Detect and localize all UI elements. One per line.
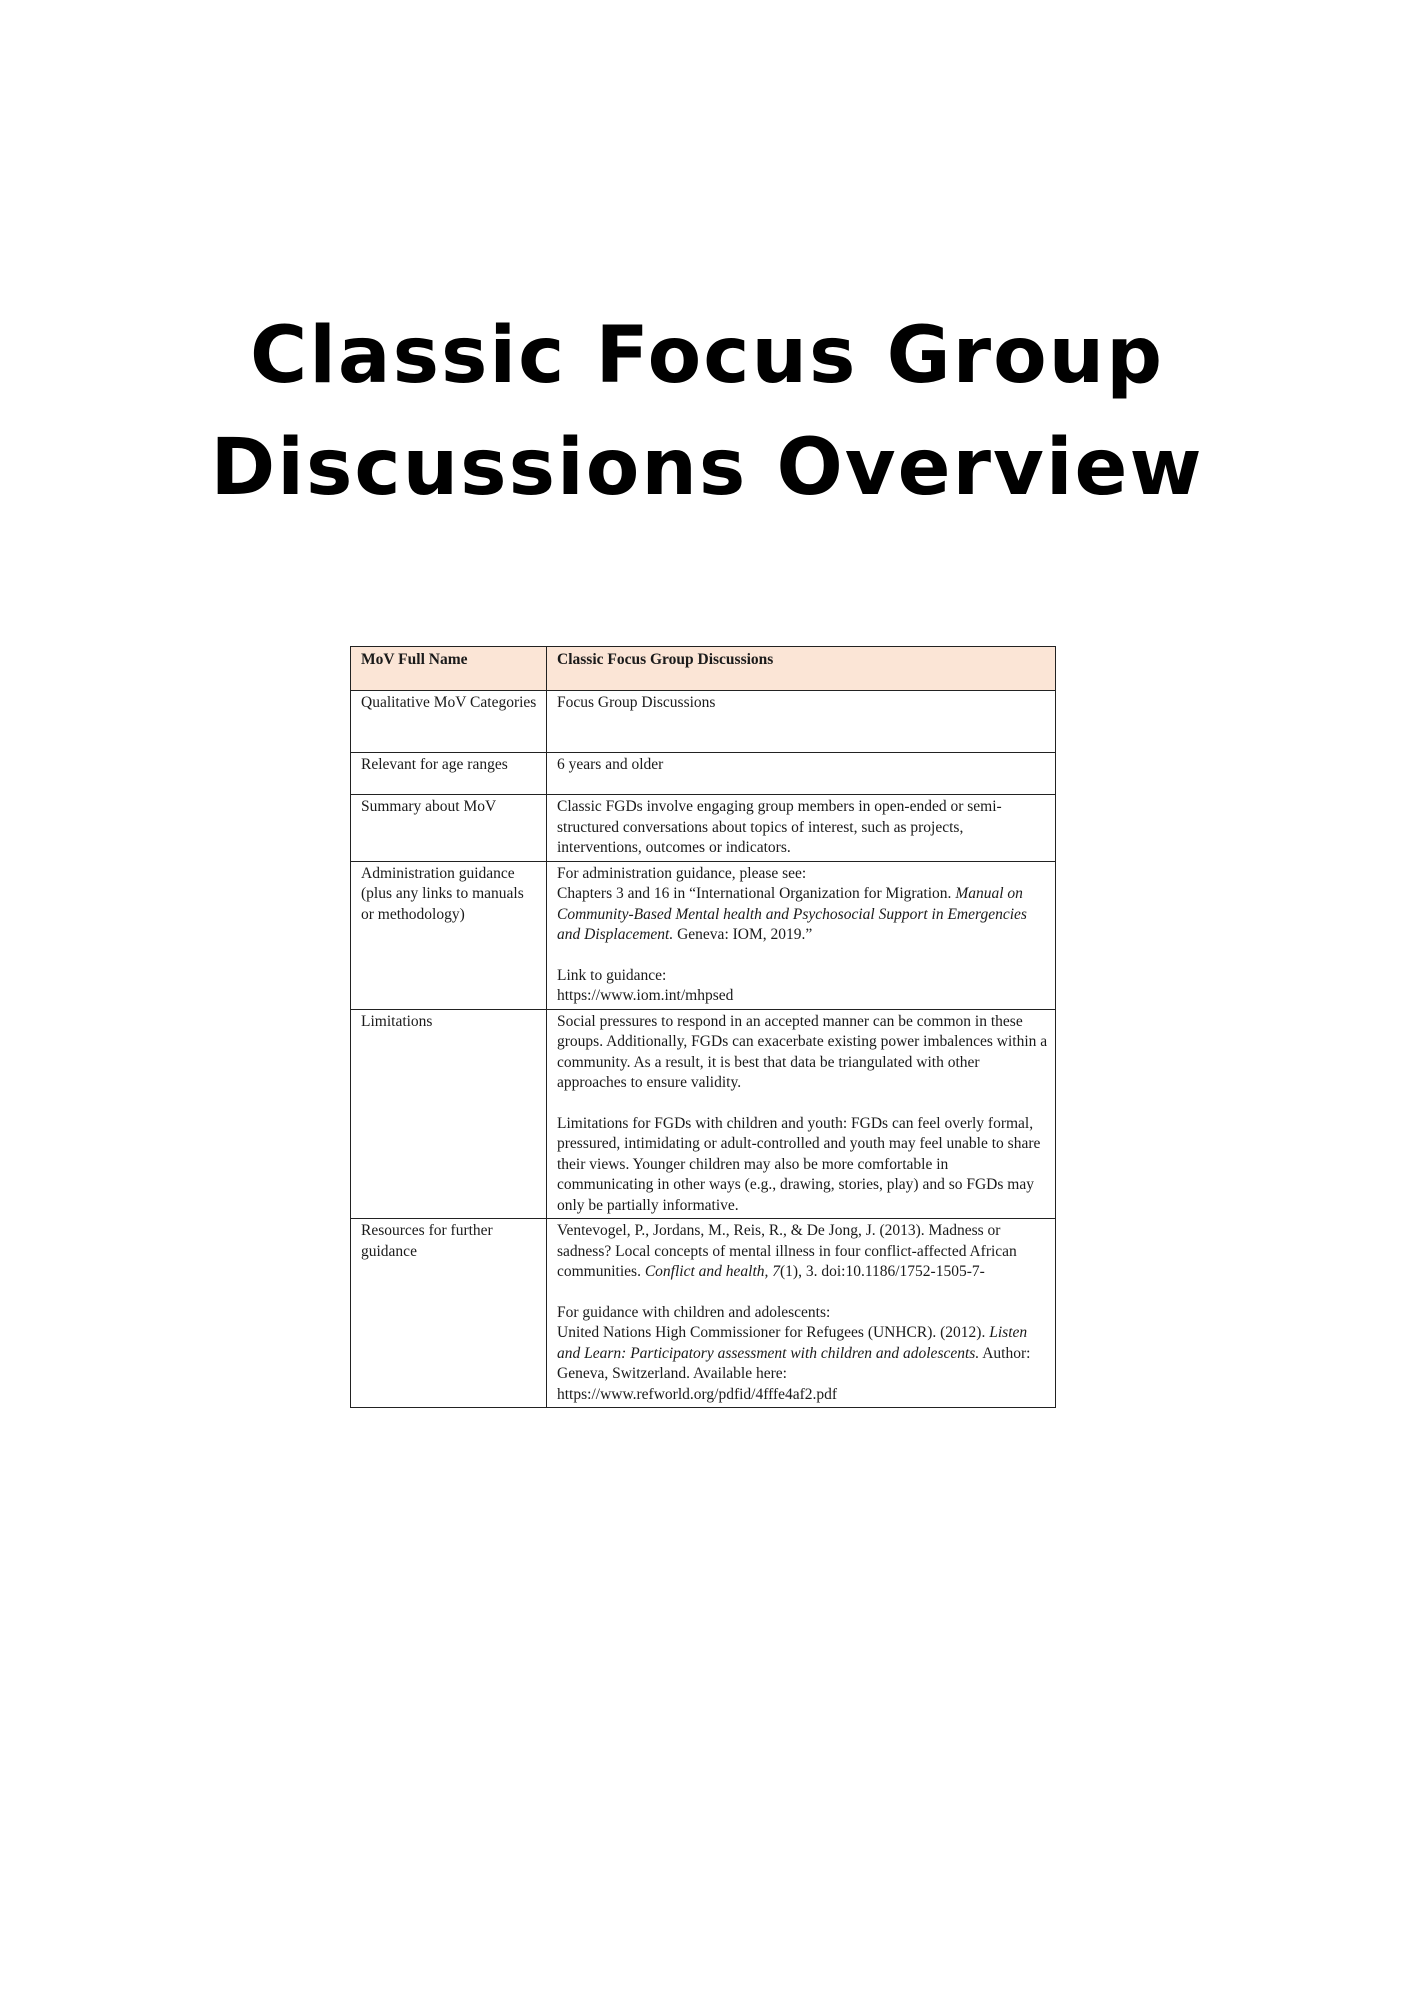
table-row-resources <box>351 1219 1056 1408</box>
row-value: Focus Group Discussions <box>547 691 1056 753</box>
row-value <box>547 1219 1056 1408</box>
page-title <box>0 300 1414 524</box>
page-title-line-1: Classic Focus Group <box>249 311 1165 401</box>
table-row-administration <box>351 861 1056 1009</box>
table-row-limitations <box>351 1009 1056 1219</box>
admin-reference <box>557 885 1027 943</box>
ref2-title: Listen and Learn: Participatory assessment with children and adolescents. <box>557 1324 1028 1362</box>
spacer <box>557 946 1048 966</box>
ref2-url: https://www.refworld.org/pdfid/4fffe4af2.pdf <box>557 1385 838 1403</box>
ref1-post: (1), 3. doi:10.1186/1752-1505-7- <box>780 1263 985 1280</box>
admin-intro: For administration guidance, please see: <box>557 864 807 882</box>
limitations-para-2: Limitations for FGDs with children and youth: FGDs can feel overly formal, pressured, intimidating or adult-controlled and youth may feel unable to share their views. Younger children may also be more comfortable in communicating in other ways (e.g., drawing, stories, play) and so FGDs may only be partially informative. <box>557 1114 1041 1214</box>
limitations-para-1: Social pressures to respond in an accepted manner can be common in these groups. Additionally, FGDs can exacerbate existing power imbalences within a community. As a result, it is best that data be triangulated with other approaches to ensure validity. <box>557 1012 1048 1091</box>
resource-ref-2 <box>557 1324 1030 1382</box>
table-row-categories <box>351 691 1056 753</box>
ref2-post: Author: Geneva, Switzerland. Available here: <box>557 1344 1031 1382</box>
header-label-cell: MoV Full Name <box>351 647 547 691</box>
header-value-cell: Classic Focus Group Discussions <box>547 647 1056 691</box>
row-value: 6 years and older <box>547 753 1056 795</box>
spacer <box>557 1283 1048 1303</box>
resource-ref-1 <box>557 1222 1017 1280</box>
ref2-pre: United Nations High Commissioner for Refugees (UNHCR). (2012). <box>557 1324 986 1341</box>
admin-ref-title: Manual on Community-Based Mental health and Psychosocial Support in Emergencies and Displacement. <box>557 885 1027 943</box>
spacer <box>557 1094 1048 1114</box>
ref1-pre: Ventevogel, P., Jordans, M., Reis, R., & De Jong, J. (2013). Madness or sadness? Local concepts of mental illness in four conflict-affected African communities. <box>557 1222 1017 1280</box>
ref1-journal: Conflict and health, 7 <box>644 1263 781 1280</box>
row-label: Qualitative MoV Categories <box>351 691 547 753</box>
ref2-intro: For guidance with children and adolescents: <box>557 1303 831 1321</box>
row-label: Summary about MoV <box>351 795 547 862</box>
row-label: Resources for further guidance <box>351 1219 547 1408</box>
mov-table <box>350 646 1056 1408</box>
admin-link-url: https://www.iom.int/mhpsed <box>557 987 734 1004</box>
admin-ref-post: Geneva: IOM, 2019.” <box>677 926 813 943</box>
admin-ref-pre: Chapters 3 and 16 in “International Organization for Migration. <box>557 885 952 902</box>
row-value: Classic FGDs involve engaging group members in open-ended or semi-structured conversations about topics of interest, such as projects, interventions, outcomes or indicators. <box>547 795 1056 862</box>
table-row-summary <box>351 795 1056 862</box>
row-value <box>547 861 1056 1009</box>
row-label: Relevant for age ranges <box>351 753 547 795</box>
row-label: Limitations <box>351 1009 547 1219</box>
table-header-row <box>351 647 1056 691</box>
row-label: Administration guidance (plus any links to manuals or methodology) <box>351 861 547 1009</box>
admin-link-label: Link to guidance: <box>557 966 667 984</box>
page-title-line-2: Discussions Overview <box>210 423 1204 513</box>
row-value <box>547 1009 1056 1219</box>
table-row-age-ranges <box>351 753 1056 795</box>
